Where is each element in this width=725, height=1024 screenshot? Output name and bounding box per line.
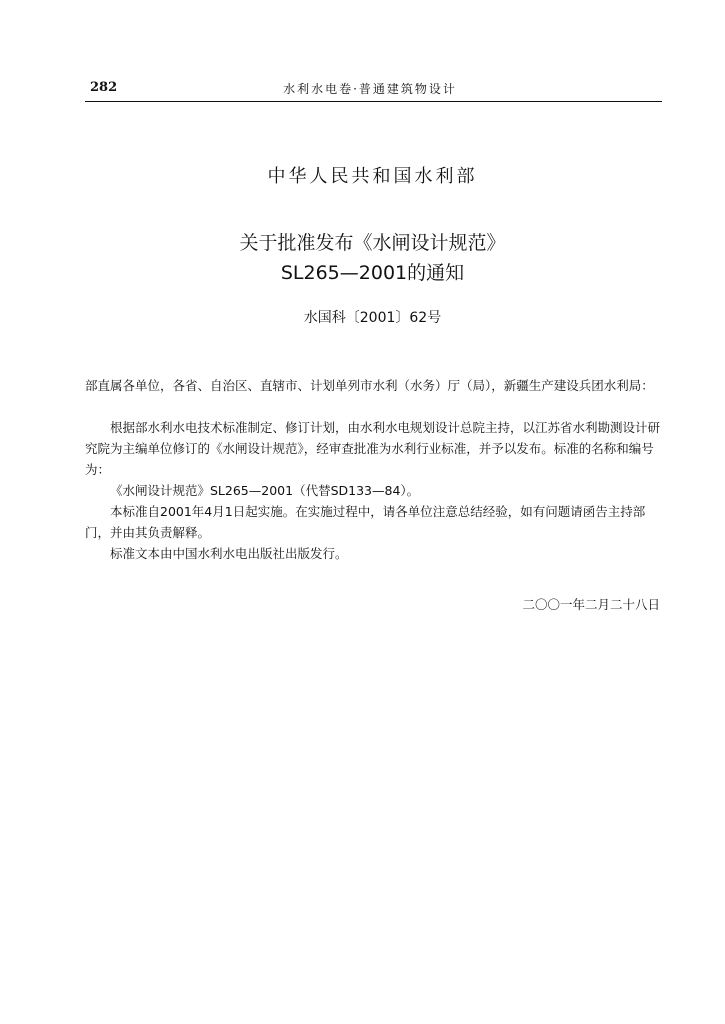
notice-title-line2: SL265—2001的通知 (280, 262, 465, 284)
page-number: 282 (90, 80, 118, 95)
header-rule (85, 101, 662, 102)
document-number: 水国科〔2001〕62号 (303, 310, 442, 326)
body-paragraph-1: 根据部水利水电技术标准制定、修订计划，由水利水电规划设计总院主持，以江苏省水利勘测设计研究院为主编单位修订的《水闸设计规范》，经审查批准为水利行业标准，并予以发布。标准的名称和编号为： (85, 420, 661, 477)
body-paragraph-4: 标准文本由中国水利水电出版社出版发行。 (110, 546, 348, 561)
body-paragraph-3: 本标准自2001年4月1日起实施。在实施过程中，请各单位注意总结经验，如有问题请函告主持部门，并由其负责解释。 (85, 504, 646, 540)
body-paragraph-2: 《水闸设计规范》SL265—2001（代替SD133—84）。 (110, 483, 420, 498)
notice-title-line1: 关于批准发布《水闸设计规范》 (239, 232, 506, 254)
addressee-paragraph: 部直属各单位，各省、自治区、直辖市、计划单列市水利（水务）厅（局），新疆生产建设兵团水利局： (85, 378, 654, 393)
running-header: 水利水电卷·普通建筑物设计 (283, 82, 457, 96)
issue-date: 二〇〇一年二月二十八日 (522, 597, 660, 612)
issuer-title: 中华人民共和国水利部 (267, 166, 478, 187)
